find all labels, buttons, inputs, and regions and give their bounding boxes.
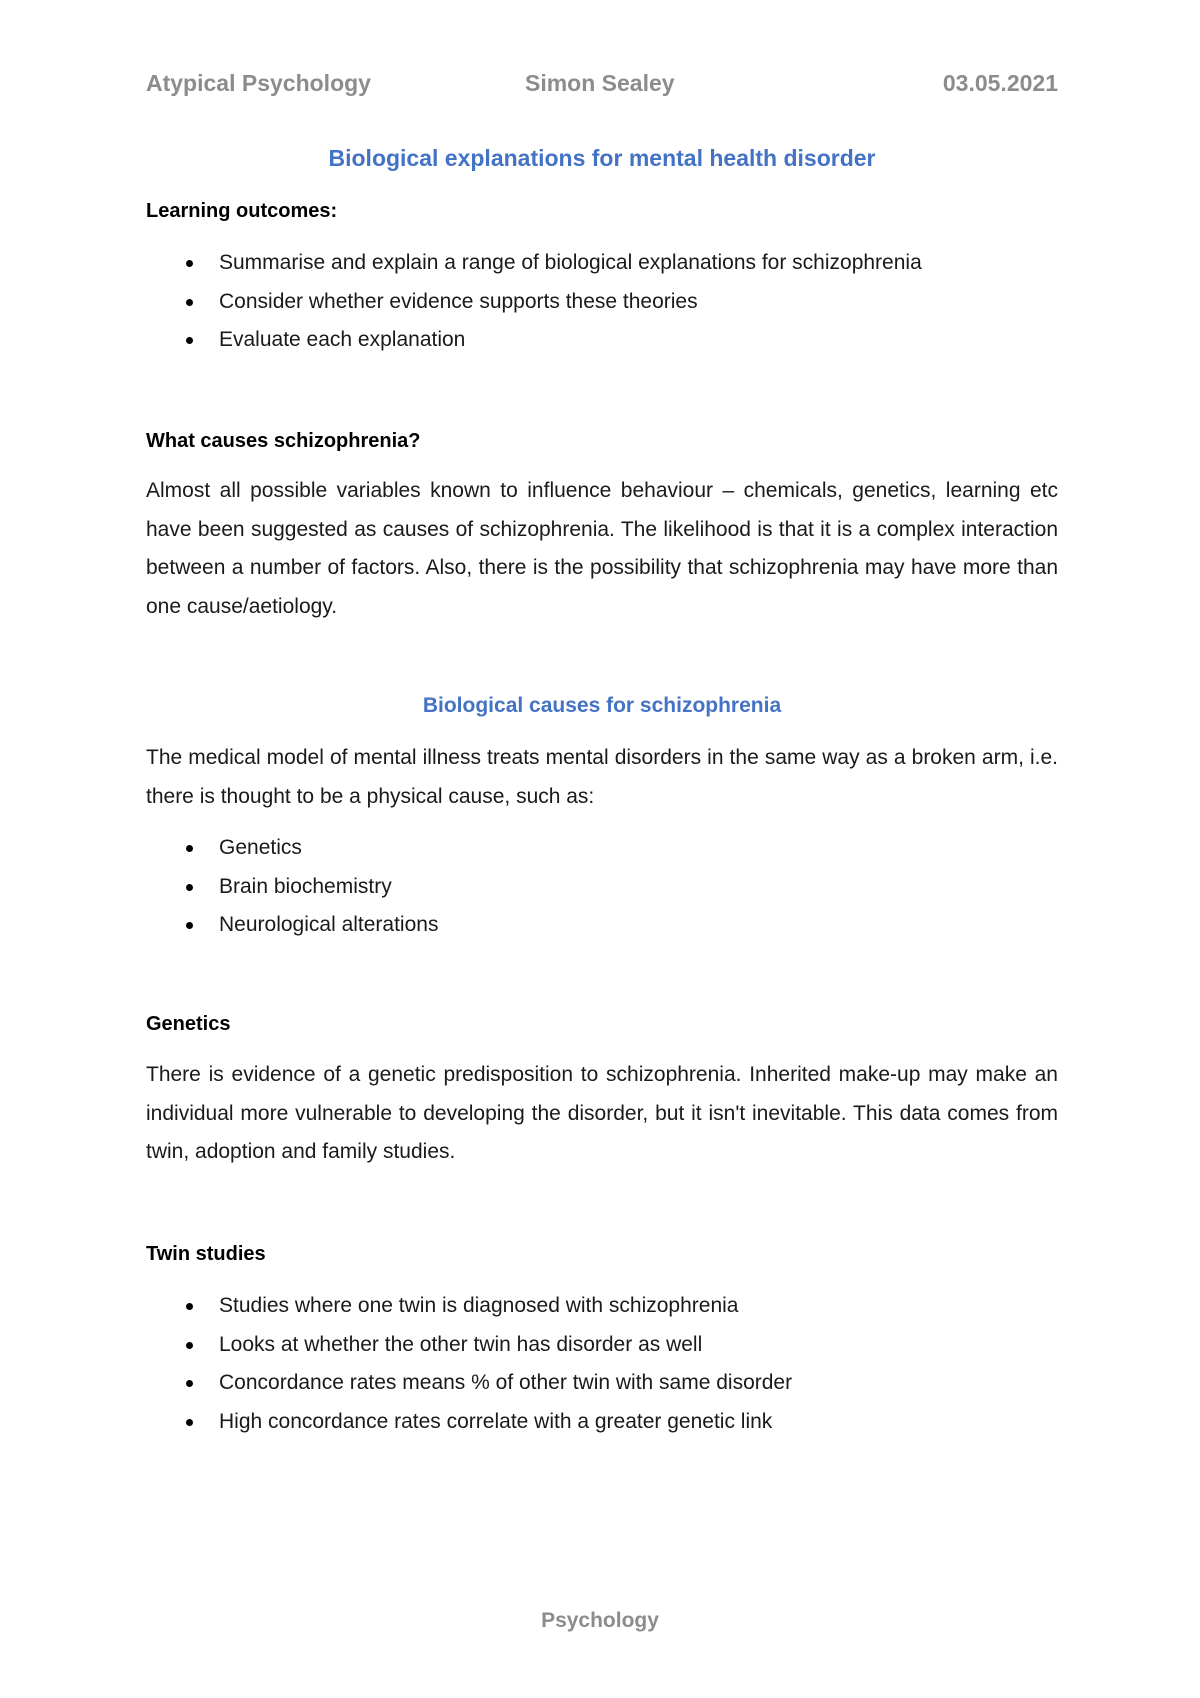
- causes-paragraph: Almost all possible variables known to influence behaviour – chemicals, genetics, learning etc have been suggested as causes of schizophrenia. The likelihood is that it is a complex interaction between a number of factors. Also, there is the possibility that schizophrenia may have more than one cause/aetiology.: [146, 479, 1058, 618]
- header-date: 03.05.2021: [942, 70, 1058, 96]
- bullet-icon: [186, 1342, 193, 1349]
- biological-paragraph: The medical model of mental illness treats mental disorders in the same way as a broken arm, i.e. there is thought to be a physical cause, such as:: [146, 746, 1058, 808]
- list-item: High concordance rates correlate with a greater genetic link: [146, 1403, 792, 1442]
- bullet-icon: [186, 1380, 193, 1387]
- bullet-icon: [186, 260, 193, 267]
- genetics-heading: Genetics: [146, 1013, 231, 1035]
- bullet-icon: [186, 337, 193, 344]
- list-item: Consider whether evidence supports these theories: [146, 283, 922, 322]
- biological-causes-list: [146, 829, 438, 945]
- list-item: Studies where one twin is diagnosed with schizophrenia: [146, 1287, 792, 1326]
- list-item: Brain biochemistry: [146, 868, 438, 907]
- list-item: Summarise and explain a range of biological explanations for schizophrenia: [146, 244, 922, 283]
- twin-studies-heading: Twin studies: [146, 1243, 266, 1265]
- document-title: Biological explanations for mental health disorder: [328, 145, 876, 171]
- header-course: Atypical Psychology: [146, 70, 371, 96]
- causes-heading: What causes schizophrenia?: [146, 430, 421, 452]
- list-item: Genetics: [146, 829, 438, 868]
- bullet-icon: [186, 1303, 193, 1310]
- learning-outcomes-heading: Learning outcomes:: [146, 200, 338, 222]
- bullet-icon: [186, 1419, 193, 1426]
- list-item: Evaluate each explanation: [146, 321, 922, 360]
- learning-outcomes-list: [146, 244, 922, 360]
- bullet-icon: [186, 922, 193, 929]
- biological-causes-subtitle: Biological causes for schizophrenia: [422, 694, 782, 717]
- header-author: Simon Sealey: [525, 70, 675, 96]
- bullet-icon: [186, 884, 193, 891]
- twin-studies-list: [146, 1287, 792, 1441]
- page-footer: Psychology: [541, 1609, 659, 1632]
- genetics-paragraph: There is evidence of a genetic predisposition to schizophrenia. Inherited make-up may make an individual more vulnerable to developing the disorder, but it isn't inevitable. This data comes from twin, adoption and family studies.: [146, 1063, 1058, 1163]
- list-item: Concordance rates means % of other twin with same disorder: [146, 1364, 792, 1403]
- bullet-icon: [186, 845, 193, 852]
- list-item: Neurological alterations: [146, 906, 438, 945]
- page-header: [146, 70, 1058, 102]
- list-item: Looks at whether the other twin has disorder as well: [146, 1326, 792, 1365]
- bullet-icon: [186, 299, 193, 306]
